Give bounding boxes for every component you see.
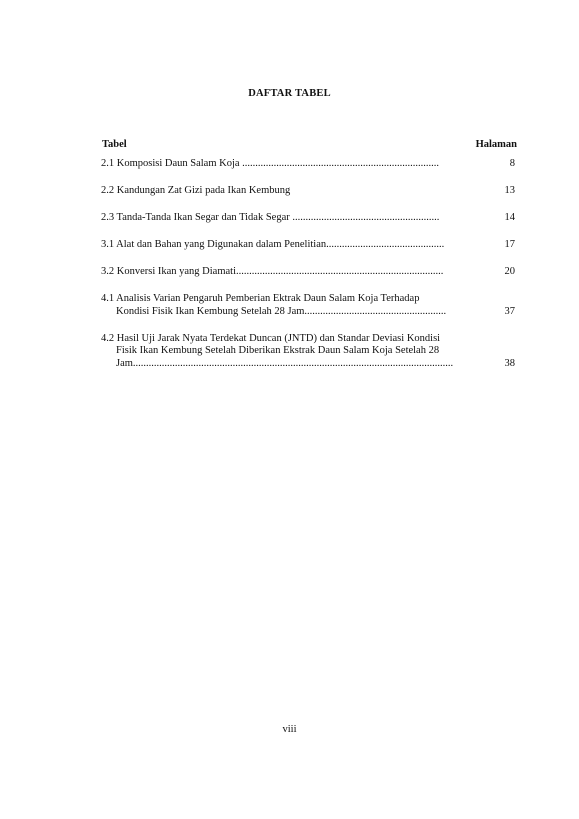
entry-line: Jam.......................................................................................................................... <box>116 357 454 369</box>
list-item[interactable] <box>101 212 517 225</box>
table-of-tables <box>101 158 517 370</box>
entry-line: 2.2 Kandungan Zat Gizi pada Ikan Kembung <box>101 185 291 196</box>
page-title: DAFTAR TABEL <box>248 88 331 99</box>
entry-page-number: 8 <box>509 158 515 169</box>
entry-title <box>101 212 479 225</box>
column-header-page: Halaman <box>475 139 517 150</box>
list-item[interactable] <box>101 239 517 252</box>
list-item[interactable] <box>101 333 517 371</box>
entry-title <box>101 158 479 171</box>
entry-line: 3.2 Konversi Ikan yang Diamati............................................................................... <box>101 266 444 277</box>
list-item[interactable] <box>101 293 517 318</box>
entry-line: Fisik Ikan Kembung Setelah Diberikan Ekstrak Daun Salam Koja Setelah 28 <box>116 345 440 356</box>
list-item[interactable] <box>101 158 517 171</box>
entry-page-number: 14 <box>504 212 515 223</box>
entry-line: 2.3 Tanda-Tanda Ikan Segar dan Tidak Segar ........................................................ <box>101 212 440 223</box>
page-number: viii <box>282 724 297 735</box>
entry-line: Kondisi Fisik Ikan Kembung Setelah 28 Jam...................................................... <box>116 305 447 317</box>
entry-page-number: 17 <box>504 239 515 250</box>
list-item[interactable] <box>101 185 517 198</box>
entry-line: 3.1 Alat dan Bahan yang Digunakan dalam Penelitian............................................. <box>101 239 445 250</box>
entry-title <box>101 185 479 198</box>
entry-page-number: 20 <box>504 266 515 277</box>
list-item[interactable] <box>101 266 517 279</box>
entry-line: 4.2 Hasil Uji Jarak Nyata Terdekat Duncan (JNTD) dan Standar Deviasi Kondisi <box>101 332 441 344</box>
entry-title <box>101 239 479 252</box>
entry-title <box>101 266 479 279</box>
entry-title <box>101 293 479 318</box>
entry-line: 2.1 Komposisi Daun Salam Koja ........................................................................... <box>101 158 440 169</box>
entry-title <box>101 333 479 371</box>
column-header-table: Tabel <box>102 139 127 150</box>
entry-page-number: 13 <box>504 185 515 196</box>
entry-page-number: 38 <box>504 357 515 369</box>
entry-page-number: 37 <box>504 305 515 317</box>
entry-line: 4.1 Analisis Varian Pengaruh Pemberian Ektrak Daun Salam Koja Terhadap <box>101 293 420 304</box>
